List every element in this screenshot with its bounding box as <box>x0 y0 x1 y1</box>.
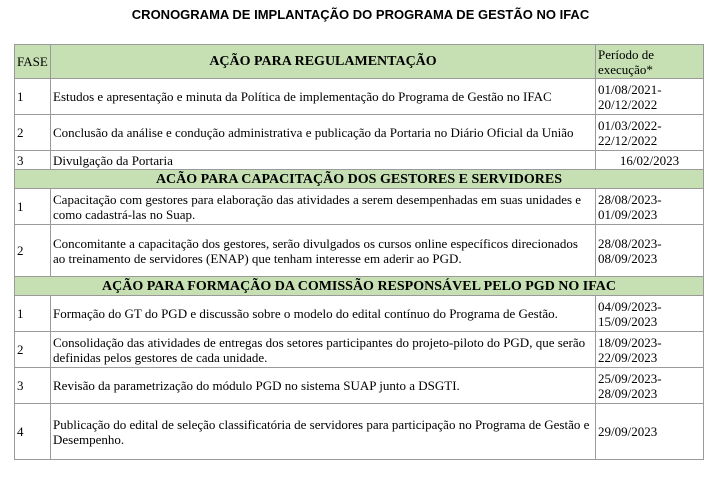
table-row <box>15 189 704 225</box>
fase-cell: 1 <box>15 296 51 332</box>
fase-cell: 2 <box>15 115 51 151</box>
periodo-cell: 29/09/2023 <box>596 404 704 460</box>
header-periodo: Período de execução* <box>596 45 704 79</box>
desc-cell: Revisão da parametrização do módulo PGD no sistema SUAP junto a DSGTI. <box>51 368 596 404</box>
periodo-cell: 16/02/2023 <box>596 151 704 170</box>
section-title: ACÃO PARA CAPACITAÇÃO DOS GESTORES E SERVIDORES <box>15 170 704 189</box>
table-row <box>15 404 704 460</box>
desc-cell: Estudos e apresentação e minuta da Política de implementação do Programa de Gestão no IFAC <box>51 79 596 115</box>
table-row <box>15 79 704 115</box>
table-header-row <box>15 45 704 79</box>
fase-cell: 1 <box>15 189 51 225</box>
table-row <box>15 225 704 277</box>
table-row <box>15 296 704 332</box>
section-header-row <box>15 170 704 189</box>
desc-cell: Conclusão da análise e condução administrativa e publicação da Portaria no Diário Oficial da União <box>51 115 596 151</box>
header-acao: AÇÃO PARA REGULAMENTAÇÃO <box>51 45 596 79</box>
desc-cell: Consolidação das atividades de entregas dos setores participantes do projeto-piloto do PGD, que serão definidas pelos gestores de cada unidade. <box>51 332 596 368</box>
fase-cell: 2 <box>15 225 51 277</box>
periodo-cell: 01/03/2022-22/12/2022 <box>596 115 704 151</box>
section-header-row <box>15 277 704 296</box>
desc-cell: Concomitante a capacitação dos gestores, serão divulgados os cursos online específicos direcionados ao treinamento de servidores (ENAP) que tenham interesse em aderir ao PGD. <box>51 225 596 277</box>
section-title: AÇÃO PARA FORMAÇÃO DA COMISSÃO RESPONSÁVEL PELO PGD NO IFAC <box>15 277 704 296</box>
document-title: CRONOGRAMA DE IMPLANTAÇÃO DO PROGRAMA DE GESTÃO NO IFAC <box>131 7 590 22</box>
periodo-cell: 18/09/2023-22/09/2023 <box>596 332 704 368</box>
table-row <box>15 151 704 170</box>
desc-cell: Capacitação com gestores para elaboração das atividades a serem desempenhadas em suas unidades e como cadastrá-las no Suap. <box>51 189 596 225</box>
table-row <box>15 368 704 404</box>
periodo-cell: 25/09/2023-28/09/2023 <box>596 368 704 404</box>
table-row <box>15 115 704 151</box>
periodo-cell: 01/08/2021-20/12/2022 <box>596 79 704 115</box>
desc-cell: Publicação do edital de seleção classificatória de servidores para participação no Programa de Gestão e Desempenho. <box>51 404 596 460</box>
desc-cell: Formação do GT do PGD e discussão sobre o modelo do edital contínuo do Programa de Gestão. <box>51 296 596 332</box>
fase-cell: 3 <box>15 368 51 404</box>
periodo-cell: 28/08/2023-08/09/2023 <box>596 225 704 277</box>
periodo-cell: 04/09/2023-15/09/2023 <box>596 296 704 332</box>
header-fase: FASE <box>15 45 51 79</box>
fase-cell: 4 <box>15 404 51 460</box>
fase-cell: 3 <box>15 151 51 170</box>
table-row <box>15 332 704 368</box>
schedule-table <box>14 44 704 460</box>
periodo-cell: 28/08/2023-01/09/2023 <box>596 189 704 225</box>
fase-cell: 1 <box>15 79 51 115</box>
fase-cell: 2 <box>15 332 51 368</box>
desc-cell: Divulgação da Portaria <box>51 151 596 170</box>
